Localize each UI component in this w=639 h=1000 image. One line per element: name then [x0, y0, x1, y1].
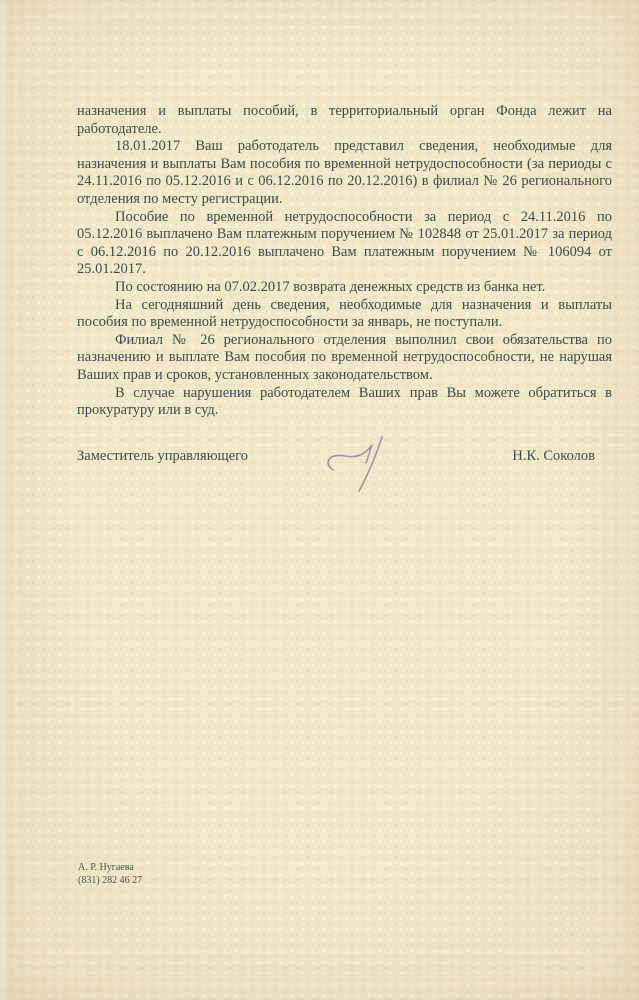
paragraph: В случае нарушения работодателем Ваших прав Вы можете обратиться в прокуратуру или в суд. [77, 384, 612, 419]
paragraph: назначения и выплаты пособий, в территориальный орган Фонда лежит на работодателе. [77, 103, 612, 137]
paragraph: На сегодняшний день сведения, необходимые для назначения и выплаты пособия по временной нетрудоспособности за январь, не поступали. [77, 296, 612, 331]
handwritten-signature [315, 425, 405, 495]
executor-name: А. Р. Нугаева [78, 862, 134, 873]
paragraph: По состоянию на 07.02.2017 возврата денежных средств из банка нет. [115, 278, 546, 295]
executor-phone: (831) 282 46 27 [78, 874, 143, 886]
signatory-position: Заместитель управляющего [77, 448, 248, 464]
paragraph: 18.01.2017 Ваш работодатель представил сведения, необходимые для назначения и выплаты Вам пособия по временной нетрудоспособности (за периоды с 24.11.2016 по 05.12.2016 и с 06.12.2016 по 20.12.2016) в филиал № 26 регионального отделения по месту регистрации. [77, 138, 612, 207]
paragraph: Пособие по временной нетрудоспособности за период с 24.11.2016 по 05.12.2016 выплачено Вам платежным поручением № 102848 от 25.01.2017 за период с 06.12.2016 по 20.12.2016 выплачено Вам платежным поручением № 106094 от 25.01.2017. [77, 208, 612, 278]
letter-body [77, 103, 612, 420]
paragraph: Филиал № 26 регионального отделения выполнил свои обязательства по назначению и выплате Вам пособия по временной нетрудоспособности, не нарушая Ваших прав и сроков, установленных законодательством. [77, 331, 612, 383]
signatory-name: Н.К. Соколов [512, 448, 595, 464]
executor-block [78, 862, 142, 887]
